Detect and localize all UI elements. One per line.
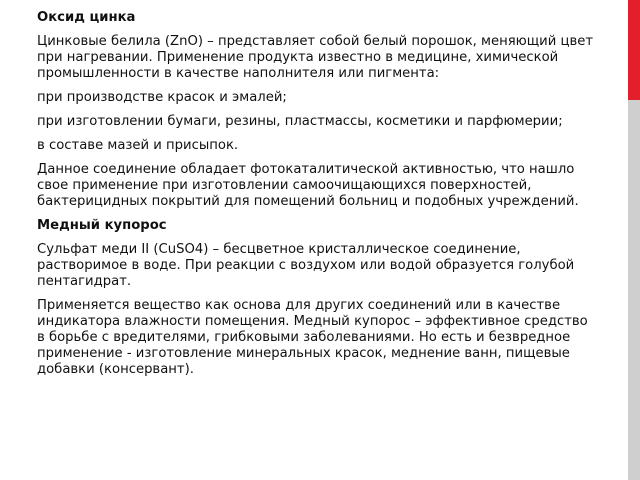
heading-copper-sulfate: Медный купорос	[37, 218, 167, 233]
paragraph-photocatalytic: Данное соединение обладает фотокаталитической активностью, что нашло свое применение при изготовлении самоочищающихся поверхностей, бактерицидных покрытий для помещений больниц и подобных учреждений.	[37, 162, 579, 209]
paragraph-applications: Применяется вещество как основа для других соединений или в качестве индикатора влажности помещения. Медный купорос – эффективное средство в борьбе с вредителями, грибковыми заболеваниями. Но есть и безвредное применение - изготовление минеральных красок, меднение ванн, пищевые добавки (консервант).	[37, 298, 588, 377]
accent-bar-grey	[628, 100, 640, 480]
list-item-paints: при производстве красок и эмалей;	[37, 90, 287, 105]
list-item-paper: при изготовлении бумаги, резины, пластмассы, косметики и парфюмерии;	[37, 114, 563, 129]
paragraph-copper-sulfate: Сульфат меди II (CuSO4) – бесцветное кристаллическое соединение, растворимое в воде. При реакции с воздухом или водой образуется голубой пентагидрат.	[37, 242, 575, 289]
accent-bar-red	[628, 0, 640, 100]
paragraph-zinc-white: Цинковые белила (ZnO) – представляет собой белый порошок, меняющий цвет при нагревании. Применение продукта известно в медицине, химической промышленности в качестве наполнителя или пигмента:	[37, 34, 594, 81]
list-item-ointments: в составе мазей и присыпок.	[37, 138, 239, 153]
text-content	[37, 10, 597, 386]
heading-zinc-oxide: Оксид цинка	[37, 10, 136, 25]
